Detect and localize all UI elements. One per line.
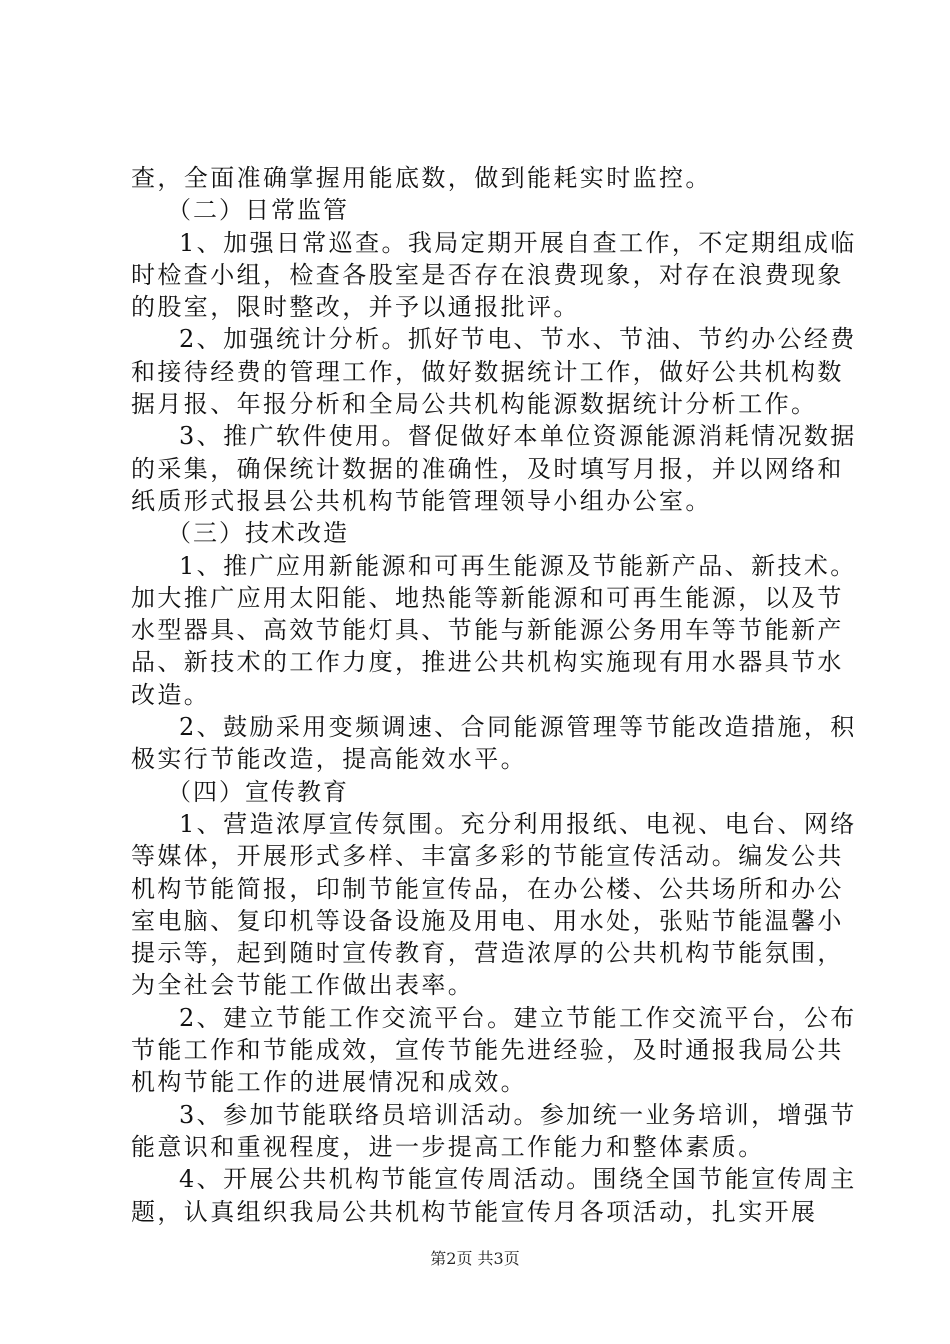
text-line: 2、加强统计分析。抓好节电、节水、节油、节约办公经费 <box>179 325 857 354</box>
text-line: 机构节能简报，印制节能宣传品，在办公楼、公共场所和办公 <box>131 874 844 903</box>
text-line: 4、开展公共机构节能宣传周活动。围绕全国节能宣传周主 <box>179 1165 857 1194</box>
page-footer: 第2页 共3页 <box>430 1249 520 1268</box>
text-line: 2、鼓励采用变频调速、合同能源管理等节能改造措施，积 <box>179 713 857 742</box>
text-line: 加大推广应用太阳能、地热能等新能源和可再生能源，以及节 <box>131 583 844 612</box>
text-line: 为全社会节能工作做出表率。 <box>131 971 475 1000</box>
text-line: 据月报、年报分析和全局公共机构能源数据统计分析工作。 <box>131 390 818 419</box>
text-line: 1、营造浓厚宣传氛围。充分利用报纸、电视、电台、网络 <box>179 809 857 838</box>
section-heading: （二）日常监管 <box>167 196 349 225</box>
text-line: 2、建立节能工作交流平台。建立节能工作交流平台，公布 <box>179 1003 857 1032</box>
document-body <box>131 162 857 1228</box>
text-line: 1、推广应用新能源和可再生能源及节能新产品、新技术。 <box>179 551 857 580</box>
text-line: 时检查小组，检查各股室是否存在浪费现象，对存在浪费现象 <box>131 260 844 289</box>
text-line: 3、推广软件使用。督促做好本单位资源能源消耗情况数据 <box>179 422 857 451</box>
text-line: 水型器具、高效节能灯具、节能与新能源公务用车等节能新产 <box>131 616 844 645</box>
text-line: 改造。 <box>131 680 211 709</box>
text-line: 和接待经费的管理工作，做好数据统计工作，做好公共机构数 <box>131 357 844 386</box>
text-line: 题，认真组织我局公共机构节能宣传月各项活动，扎实开展 <box>131 1197 818 1226</box>
text-line: 1、加强日常巡查。我局定期开展自查工作，不定期组成临 <box>179 228 857 257</box>
text-line: 能意识和重视程度，进一步提高工作能力和整体素质。 <box>131 1132 765 1161</box>
text-line: 的股室，限时整改，并予以通报批评。 <box>131 293 580 322</box>
text-line: 纸质形式报县公共机构节能管理领导小组办公室。 <box>131 486 712 515</box>
text-line: 品、新技术的工作力度，推进公共机构实施现有用水器具节水 <box>131 648 844 677</box>
text-line: 提示等，起到随时宣传教育，营造浓厚的公共机构节能氛围， <box>131 939 844 968</box>
text-line: 节能工作和节能成效，宣传节能先进经验，及时通报我局公共 <box>131 1036 844 1065</box>
text-line: 机构节能工作的进展情况和成效。 <box>131 1068 527 1097</box>
section-heading: （三）技术改造 <box>167 519 349 548</box>
text-line: 室电脑、复印机等设备设施及用电、用水处，张贴节能温馨小 <box>131 906 844 935</box>
text-line: 的采集，确保统计数据的准确性，及时填写月报，并以网络和 <box>131 454 844 483</box>
text-line: 等媒体，开展形式多样、丰富多彩的节能宣传活动。编发公共 <box>131 842 844 871</box>
text-line: 查，全面准确掌握用能底数，做到能耗实时监控。 <box>131 164 712 192</box>
section-heading: （四）宣传教育 <box>167 777 349 806</box>
text-line: 极实行节能改造，提高能效水平。 <box>131 745 527 774</box>
text-line: 3、参加节能联络员培训活动。参加统一业务培训，增强节 <box>179 1100 857 1129</box>
